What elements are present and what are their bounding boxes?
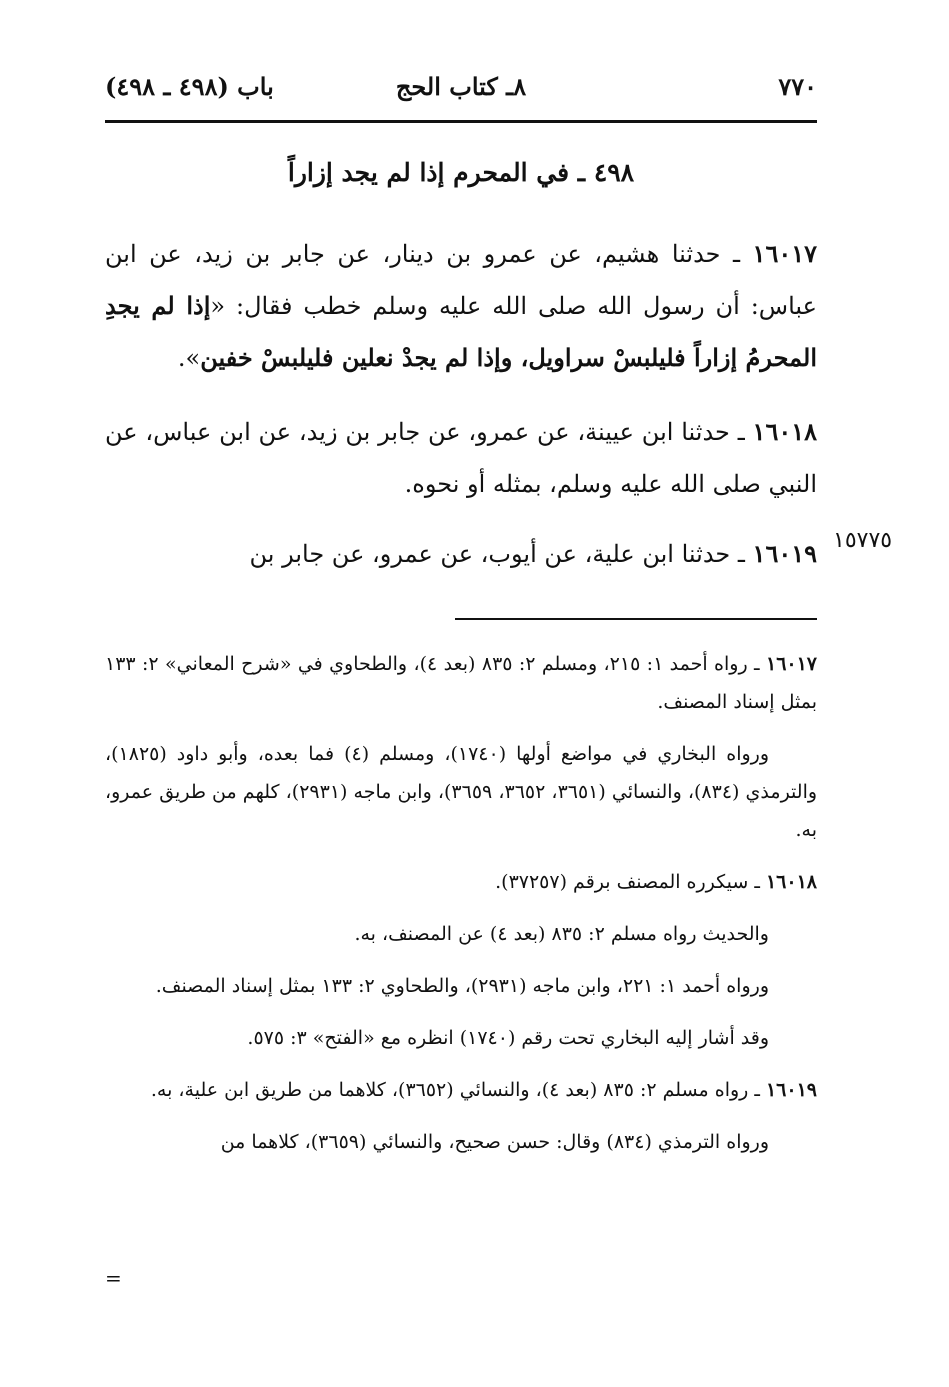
chapter-heading: ٤٩٨ ـ في المحرم إذا لم يجد إزاراً: [287, 158, 635, 187]
hadith-number: ١٦٠١٧: [752, 239, 817, 268]
header-divider: [105, 120, 817, 123]
hadith-number: ١٦٠١٨: [752, 417, 817, 446]
footnote: وقد أشار إليه البخاري تحت رقم (١٧٤٠) انظره مع «الفتح» ٣: ٥٧٥.: [247, 1027, 769, 1049]
footnote: ورواه البخاري في مواضع أولها (١٧٤٠)، ومسلم (٤) فما بعده، وأبو داود (١٨٢٥)، والترمذي (٨٣٤)، والنسائي (٣٦٥١، ٣٦٥٢، ٣٦٥٩)، وابن ماجه (٢٩٣١)، كلهم من طريق عمرو، به.: [105, 743, 818, 841]
page: [105, 60, 817, 568]
hadith-16019: [105, 528, 817, 580]
footnote: والحديث رواه مسلم ٢: ٨٣٥ (بعد ٤) عن المصنف، به.: [354, 923, 769, 945]
footnote-divider: [455, 618, 817, 620]
hadith-quote: إذا لم يجدِ المحرمُ إزاراً فليلبسْ سراويل، وإذا لم يجدْ نعلين فليلبسْ خفين: [105, 291, 817, 372]
hadith-16018: [105, 406, 817, 510]
footnote: ورواه أحمد ١: ٢٢١، وابن ماجه (٢٩٣١)، والطحاوي ٢: ١٣٣ بمثل إسناد المصنف.: [155, 975, 769, 997]
hadith-end: ».: [177, 344, 201, 372]
hadith-text: ـ حدثنا ابن عيينة، عن عمرو، عن جابر بن زيد، عن ابن عباس، عن النبي صلى الله عليه وسلم، بمثله أو نحوه.: [105, 418, 817, 498]
book-title: ٨ـ كتاب الحج: [395, 72, 527, 101]
footnote: ١٦٠١٩ ـ رواه مسلم ٢: ٨٣٥ (بعد ٤)، والنسائي (٣٦٥٢)، كلاهما من طريق ابن علية، به.: [150, 1079, 817, 1101]
page-number: ٧٧٠: [778, 72, 817, 101]
footnote: ١٦٠١٨ ـ سيكرره المصنف برقم (٣٧٢٥٧).: [495, 871, 817, 893]
chapter-range: باب (٤٩٨ ـ ٤٩٨): [105, 72, 274, 101]
continuation-mark: =: [105, 1266, 122, 1290]
footnote: ١٦٠١٧ ـ رواه أحمد ١: ٢١٥، ومسلم ٢: ٨٣٥ (بعد ٤)، والطحاوي في «شرح المعاني» ٢: ١٣٣ بمثل إسناد المصنف.: [105, 653, 818, 713]
hadith-text: ـ حدثنا هشيم، عن عمرو بن دينار، عن جابر بن زيد، عن ابن عباس: أن رسول الله صلى الله عليه وسلم خطب فقال: «: [105, 240, 817, 320]
hadith-16017: [105, 228, 817, 384]
running-header: [105, 60, 817, 104]
hadith-text: ـ حدثنا ابن علية، عن أيوب، عن عمرو، عن جابر بن: [249, 540, 753, 568]
margin-reference: ١٥٧٧٥: [833, 528, 893, 553]
footnotes: [105, 645, 817, 1175]
hadith-number: ١٦٠١٩: [752, 539, 817, 568]
footnote: ورواه الترمذي (٨٣٤) وقال: حسن صحيح، والنسائي (٣٦٥٩)، كلاهما من: [220, 1131, 769, 1153]
